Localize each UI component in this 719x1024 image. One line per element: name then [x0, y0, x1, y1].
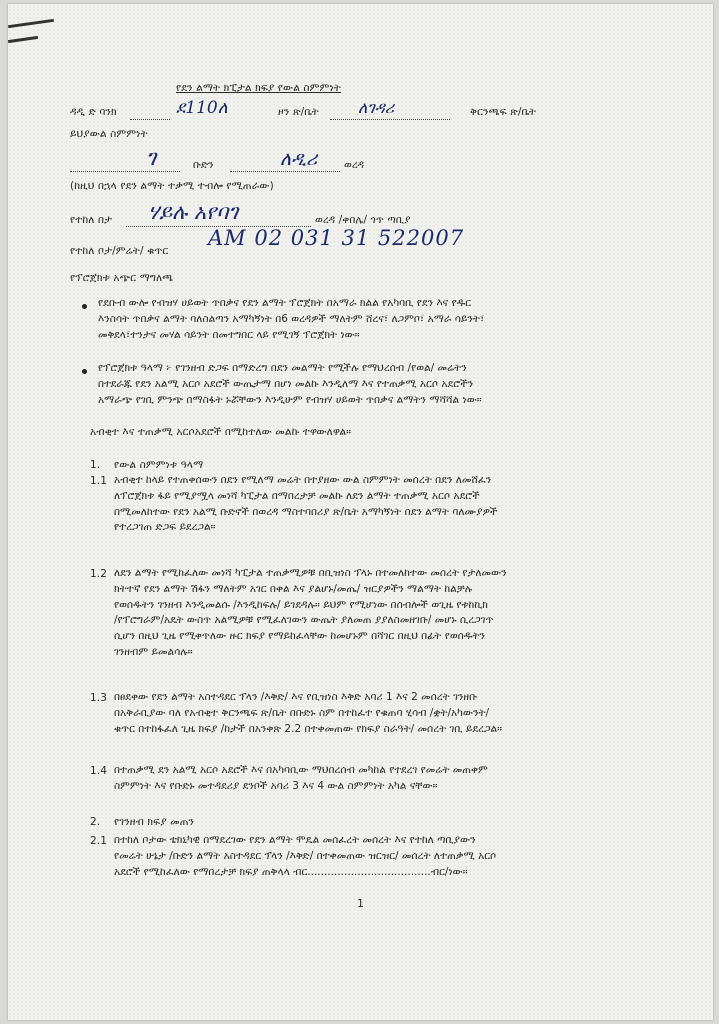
- dotted-line: [70, 170, 180, 172]
- bullet-dot: [82, 369, 87, 374]
- bullet-paragraph-1: የደቡብ ውሎ የብዝሃ ሀይወት ጥበቃና የደን ልማት ፕሮጀክት በአማራ ክልል የአካባቢ የደን እና የዱር እንስሳት ጥበቃና ልማት ባለስልጣን አማካኝነት በ6 ወረዳዎች ማለትም ሸረና፣ ለጋምቦ፣ አማራ ሳይንት፣ መቅደላ፣ተንታና መሃል ሳይንት በመተግበር ላይ የሚገኝ ፕሮጀክት ነው።: [98, 297, 485, 341]
- bullet-dot: [82, 304, 87, 309]
- location-label: ወረዳ /ቀበሌ/ ጎጥ ጣቢያ: [315, 214, 411, 226]
- site-number-label: የተከለ ቦታ/ምሬት/ ቁጥር: [70, 245, 169, 257]
- dotted-line: [230, 170, 340, 172]
- agreement-subject: ይህያውል ስምምነት: [70, 128, 148, 140]
- punch-mark: [8, 36, 38, 43]
- handwritten-site-number: AM 02 031 31 522007: [208, 226, 465, 250]
- project-summary-heading: የፕሮጀክቱ አጭር ማግለጫ: [70, 272, 174, 284]
- clause-2-1: በተከለ ቦታው ቴክኒካዊ በማደረገው የደን ልማት ሞዴል መሰፈረት መሰረት እና የተከለ ጣቢያውን የመሬት ሁኔታ /ቡድን ልማት አስተዳደር ፕላን /እቅድ/ በተቀመጠው ዝርዝር/ መሰረት ለተጠቃሚ አርሶ አደሮች የሚከፈለው የማበረታቻ ክፍያ ጠቅላላ ብር.....................................ብር/ነው።: [114, 834, 497, 878]
- clause-1-3: በፀደቀው የደን ልማት አስተዳደር ፕላን /እቅድ/ እና የቢዝነስ እቅድ አባሪ 1 እና 2 መሰረት ገንዘቡ በአቅራቢያው ባለ የአብቂተ ቅርንጫፍ ጽ/ቤት በቡድኑ ስም በተከፈተ የቁጠባ ሂሳብ /ቋት/አካውንት/ ቁጥር በተከፋፈለ ጊዜ ክፍያ /ከታች በአንቀጽ 2.2 በተቀመጠው የክፍያ ስራዓት/ መሰረት ገቢ ይደረጋል።: [114, 691, 503, 735]
- section-2-heading: የገንዘብ ክፍያ መጠን: [114, 816, 195, 828]
- beneficiary-note: (ከዚህ በኋላ የደን ልማት ተቃሚ ተብሎ የሚጠራው): [70, 180, 274, 192]
- branch-office-label: ቅርንጫፍ ጽ/ቤት: [470, 106, 537, 118]
- bank-label: ዳዲ ድ ባንክ: [70, 106, 117, 118]
- clause-1-1: አብቂተ ከላይ የተጠቀሰውን በደን የሚለማ መሬት በተያዘው ውል ስምምነት መሰረት በደን ለመሸፈን ለፕሮጀክቱ ፋይ የሚያሟላ መነሻ ካፒታል በማበረታቻ መልኩ ለደን ልማት ተጠቃሚ አርሶ አደሮች በሚመለከተው የደን አልሚ ቡድኖች በወረዳ ማስተባበሪያ ጽ/ቤት አማካኝነት በደን ልማት ባለሙያዎች የተረጋገጠ ድጋፍ ይደረጋል።: [114, 474, 498, 534]
- clause-1-4: በተጠቃሚ ደን አልሚ አርሶ አደሮች እና በአካባቢው ማህበረሰብ መካከል የተደረገ የመሬት መጠቀም ስምምነት እና የቡድኑ መተዳደሪያ ደንቦች አባሪ 3 እና 4 ውል ስምምነት አካል ናቸው።: [114, 764, 488, 792]
- section-1-heading: የውል ስምምነቱ ዓላማ: [114, 459, 204, 471]
- handwritten-branch: ደ110ለ: [176, 98, 228, 118]
- section-2-number: 2.: [90, 816, 101, 828]
- handwritten-group-number: ገ: [146, 146, 157, 171]
- district-label: ወረዳ: [344, 159, 365, 171]
- bullet-paragraph-2: የፕሮጀክቱ ዓላማ ፦ የገንዘብ ድጋፍ በማድረግ በደን መልማት የሚችሉ የማህረሰብ /የወል/ መሬትን በተደራጁ የደን አልሚ አርሶ አደሮች ውጤታማ በሆነ መልኩ እንዲለማ እና የተጠቃሚ አርሶ አደሮችን አማራጭ የገቢ ምንጭ በማስፋት ኑሯቸውን እንዲሁም የብዝሃ ሀይወት ጥበቃና ልማትን ማሻሻል ነው።: [98, 362, 482, 406]
- clause-2-1-number: 2.1: [90, 835, 107, 847]
- site-label: የተከለ በታ: [70, 214, 113, 226]
- page-number: 1: [357, 897, 364, 910]
- zone-office-label: ዞን ጽ/ቤት: [278, 106, 319, 118]
- handwritten-site-name: ሃይሉ አየባገ: [148, 200, 239, 224]
- document-title: የደን ልማት ክፒታል ክፍያ የውል ስምምነት: [176, 82, 341, 94]
- dotted-line: [330, 118, 450, 120]
- clause-1-3-number: 1.3: [90, 692, 107, 704]
- handwritten-group-name: ለዲሪ: [280, 148, 318, 170]
- handwritten-zone: ለገዳሪ: [358, 98, 395, 117]
- section-1-number: 1.: [90, 459, 101, 471]
- clause-1-2-number: 1.2: [90, 568, 107, 580]
- dotted-line: [130, 118, 170, 120]
- clause-1-4-number: 1.4: [90, 765, 107, 777]
- group-label: ቡድን: [193, 159, 214, 171]
- clause-1-1-number: 1.1: [90, 475, 107, 487]
- punch-mark: [8, 19, 54, 28]
- document-page: [8, 4, 713, 1020]
- clause-1-2: ለደን ልማት የሚከፈለው መነሻ ካፒታል ተጠቃሚዎቹ በቢዝነስ ፕላኑ በተመለከተው መሰረት የታለመውን ክትተኛ የደን ልማት ሽፋን ማለትም አገር በቀል እና ያልሆኑ/መጤ/ ዝርያዎችን ማልማት ከልቻሉ የወሰዱትን ገንዘብ እንዲመልሱ /እንዲከፍሉ/ ይገደዳሉ። ይህም የሚሆነው በሰብሎች ወጊዜ የቱከኪክ /የፕሮግራም/አዴት ውስጥ አልሚዎቹ የሚፈለገውን ውጤት ያለመጠ ያያለስመዘገቡ/ መሆኑ ሲረጋገጥ ሲሆን በዚህ ጊዜ የሚቀጥለው ዙር ክፍያ የማይከፈላቸው ከመሆኑም በሻገር በዚህ በፊት የወሰዱትን ገንዘብም ይመልሳሉ።: [114, 567, 507, 658]
- agreement-intro: አብቂተ እና ተጠቃሚ አርሶአደሮች በሚከተለው መልኩ ተዋውለዋል።: [90, 426, 352, 438]
